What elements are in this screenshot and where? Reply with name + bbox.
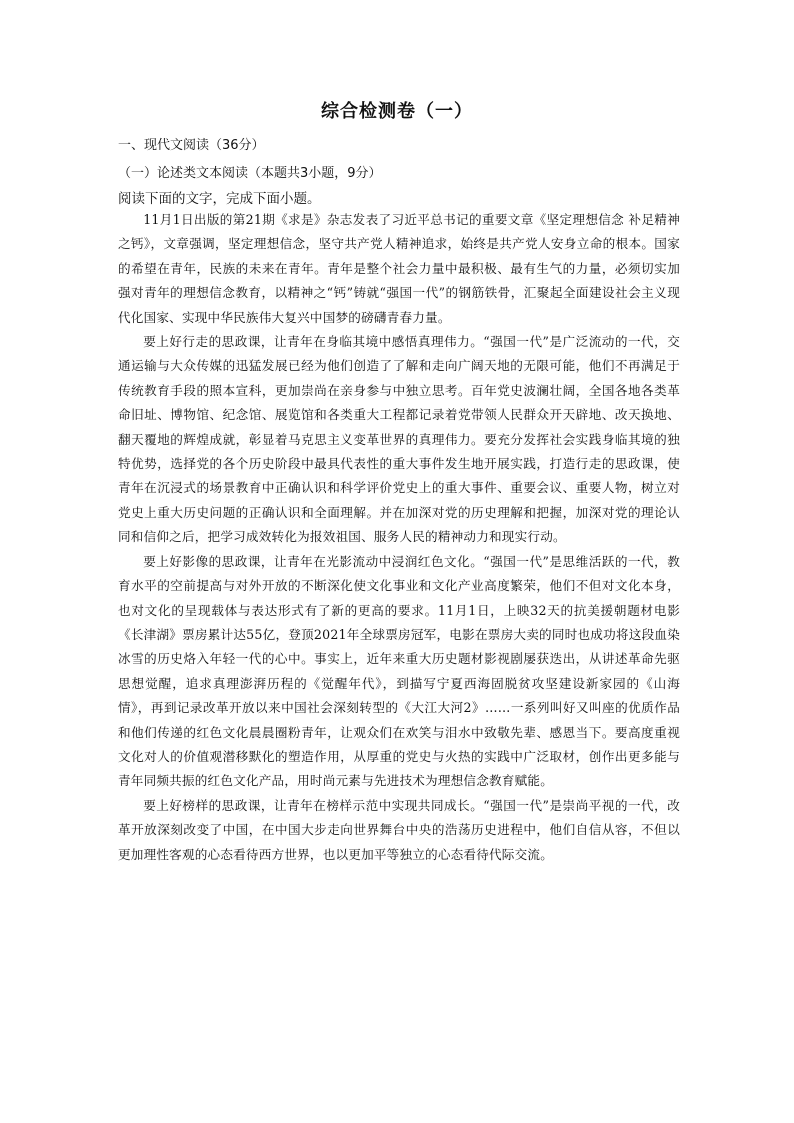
article-paragraph-3: 要上好影像的思政课，让青年在光影流动中浸润红色文化。“强国一代”是思维活跃的一代，教育水平的空前提高与对外开放的不断深化使文化事业和文化产业高度繁荣，他们不但对文化本身，也对文化的呈现载体与表达形式有了新的更高的要求。11月1日，上映32天的抗美援朝题材电影《长津湖》票房累计达55亿，登顶2021年全球票房冠军，电影在票房大卖的同时也成功将这段血染冰雪的历史烙入年轻一代的心中。事实上，近年来重大历史题材影视剧屡获迭出，从讲述革命先驱思想觉醒，追求真理澎湃历程的《觉醒年代》，到描写宁夏西海固脱贫攻坚建设新家园的《山海情》，再到记录改革开放以来中国社会深刻转型的《大江大河2》……一系列叫好又叫座的优质作品和他们传递的红色文化晨晨圈粉青年，让观众们在欢笑与泪水中致敬先辈、感恩当下。要高度重视文化对人的价值观潜移默化的塑造作用，从厚重的党史与火热的实践中广泛取材，创作出更多能与青年同频共振的红色文化产品，用时尚元素与先进技术为理想信念教育赋能。 bbox=[118, 553, 680, 789]
article-body bbox=[118, 208, 680, 867]
article-paragraph-4: 要上好榜样的思政课，让青年在榜样示范中实现共同成长。“强国一代”是崇尚平视的一代，改革开放深刻改变了中国，在中国大步走向世界舞台中央的浩荡历史进程中，他们自信从容，不但以更加理性客观的心态看待西方世界，也以更加平等独立的心态看待代际交流。 bbox=[118, 797, 680, 862]
subsection-heading: （一）论述类文本阅读（本题共3小题，9分） bbox=[118, 166, 382, 181]
reading-instruction: 阅读下面的文字，完成下面小题。 bbox=[118, 191, 321, 207]
section-heading: 一、现代文阅读（36分） bbox=[118, 138, 265, 153]
article-paragraph-1: 11月1日出版的第21期《求是》杂志发表了习近平总书记的重要文章《坚定理想信念 补足精神之钙》，文章强调，坚定理想信念，坚守共产党人精神追求，始终是共产党人安身立命的根本。国家的希望在青年，民族的未来在青年。青年是整个社会力量中最积极、最有生气的力量，必须切实加强对青年的理想信念教育，以精神之“钙”铸就“强国一代”的钢筋铁骨，汇聚起全面建设社会主义现代化国家、实现中华民族伟大复兴中国梦的磅礴青春力量。 bbox=[118, 212, 680, 325]
page-title: 综合检测卷（一） bbox=[321, 101, 473, 122]
article-paragraph-2: 要上好行走的思政课，让青年在身临其境中感悟真理伟力。“强国一代”是广泛流动的一代，交通运输与大众传媒的迅猛发展已经为他们创造了了解和走向广阔天地的无限可能，他们不再满足于传统教育手段的照本宣科，更加崇尚在亲身参与中独立思考。百年党史波澜壮阔，全国各地各类革命旧址、博物馆、纪念馆、展览馆和各类重大工程都记录着党带领人民群众开天辟地、改天换地、翻天覆地的辉煌成就，彰显着马克思主义变革世界的真理伟力。要充分发挥社会实践身临其境的独特优势，选择党的各个历史阶段中最具代表性的重大事件发生地开展实践，打造行走的思政课，使青年在沉浸式的场景教育中正确认识和科学评价党史上的重大事件、重要会议、重要人物，树立对党史上重大历史问题的正确认识和全面理解。并在加深对党的历史理解和把握，加深对党的理论认同和信仰之后，把学习成效转化为报效祖国、服务人民的精神动力和现实行动。 bbox=[118, 334, 680, 545]
